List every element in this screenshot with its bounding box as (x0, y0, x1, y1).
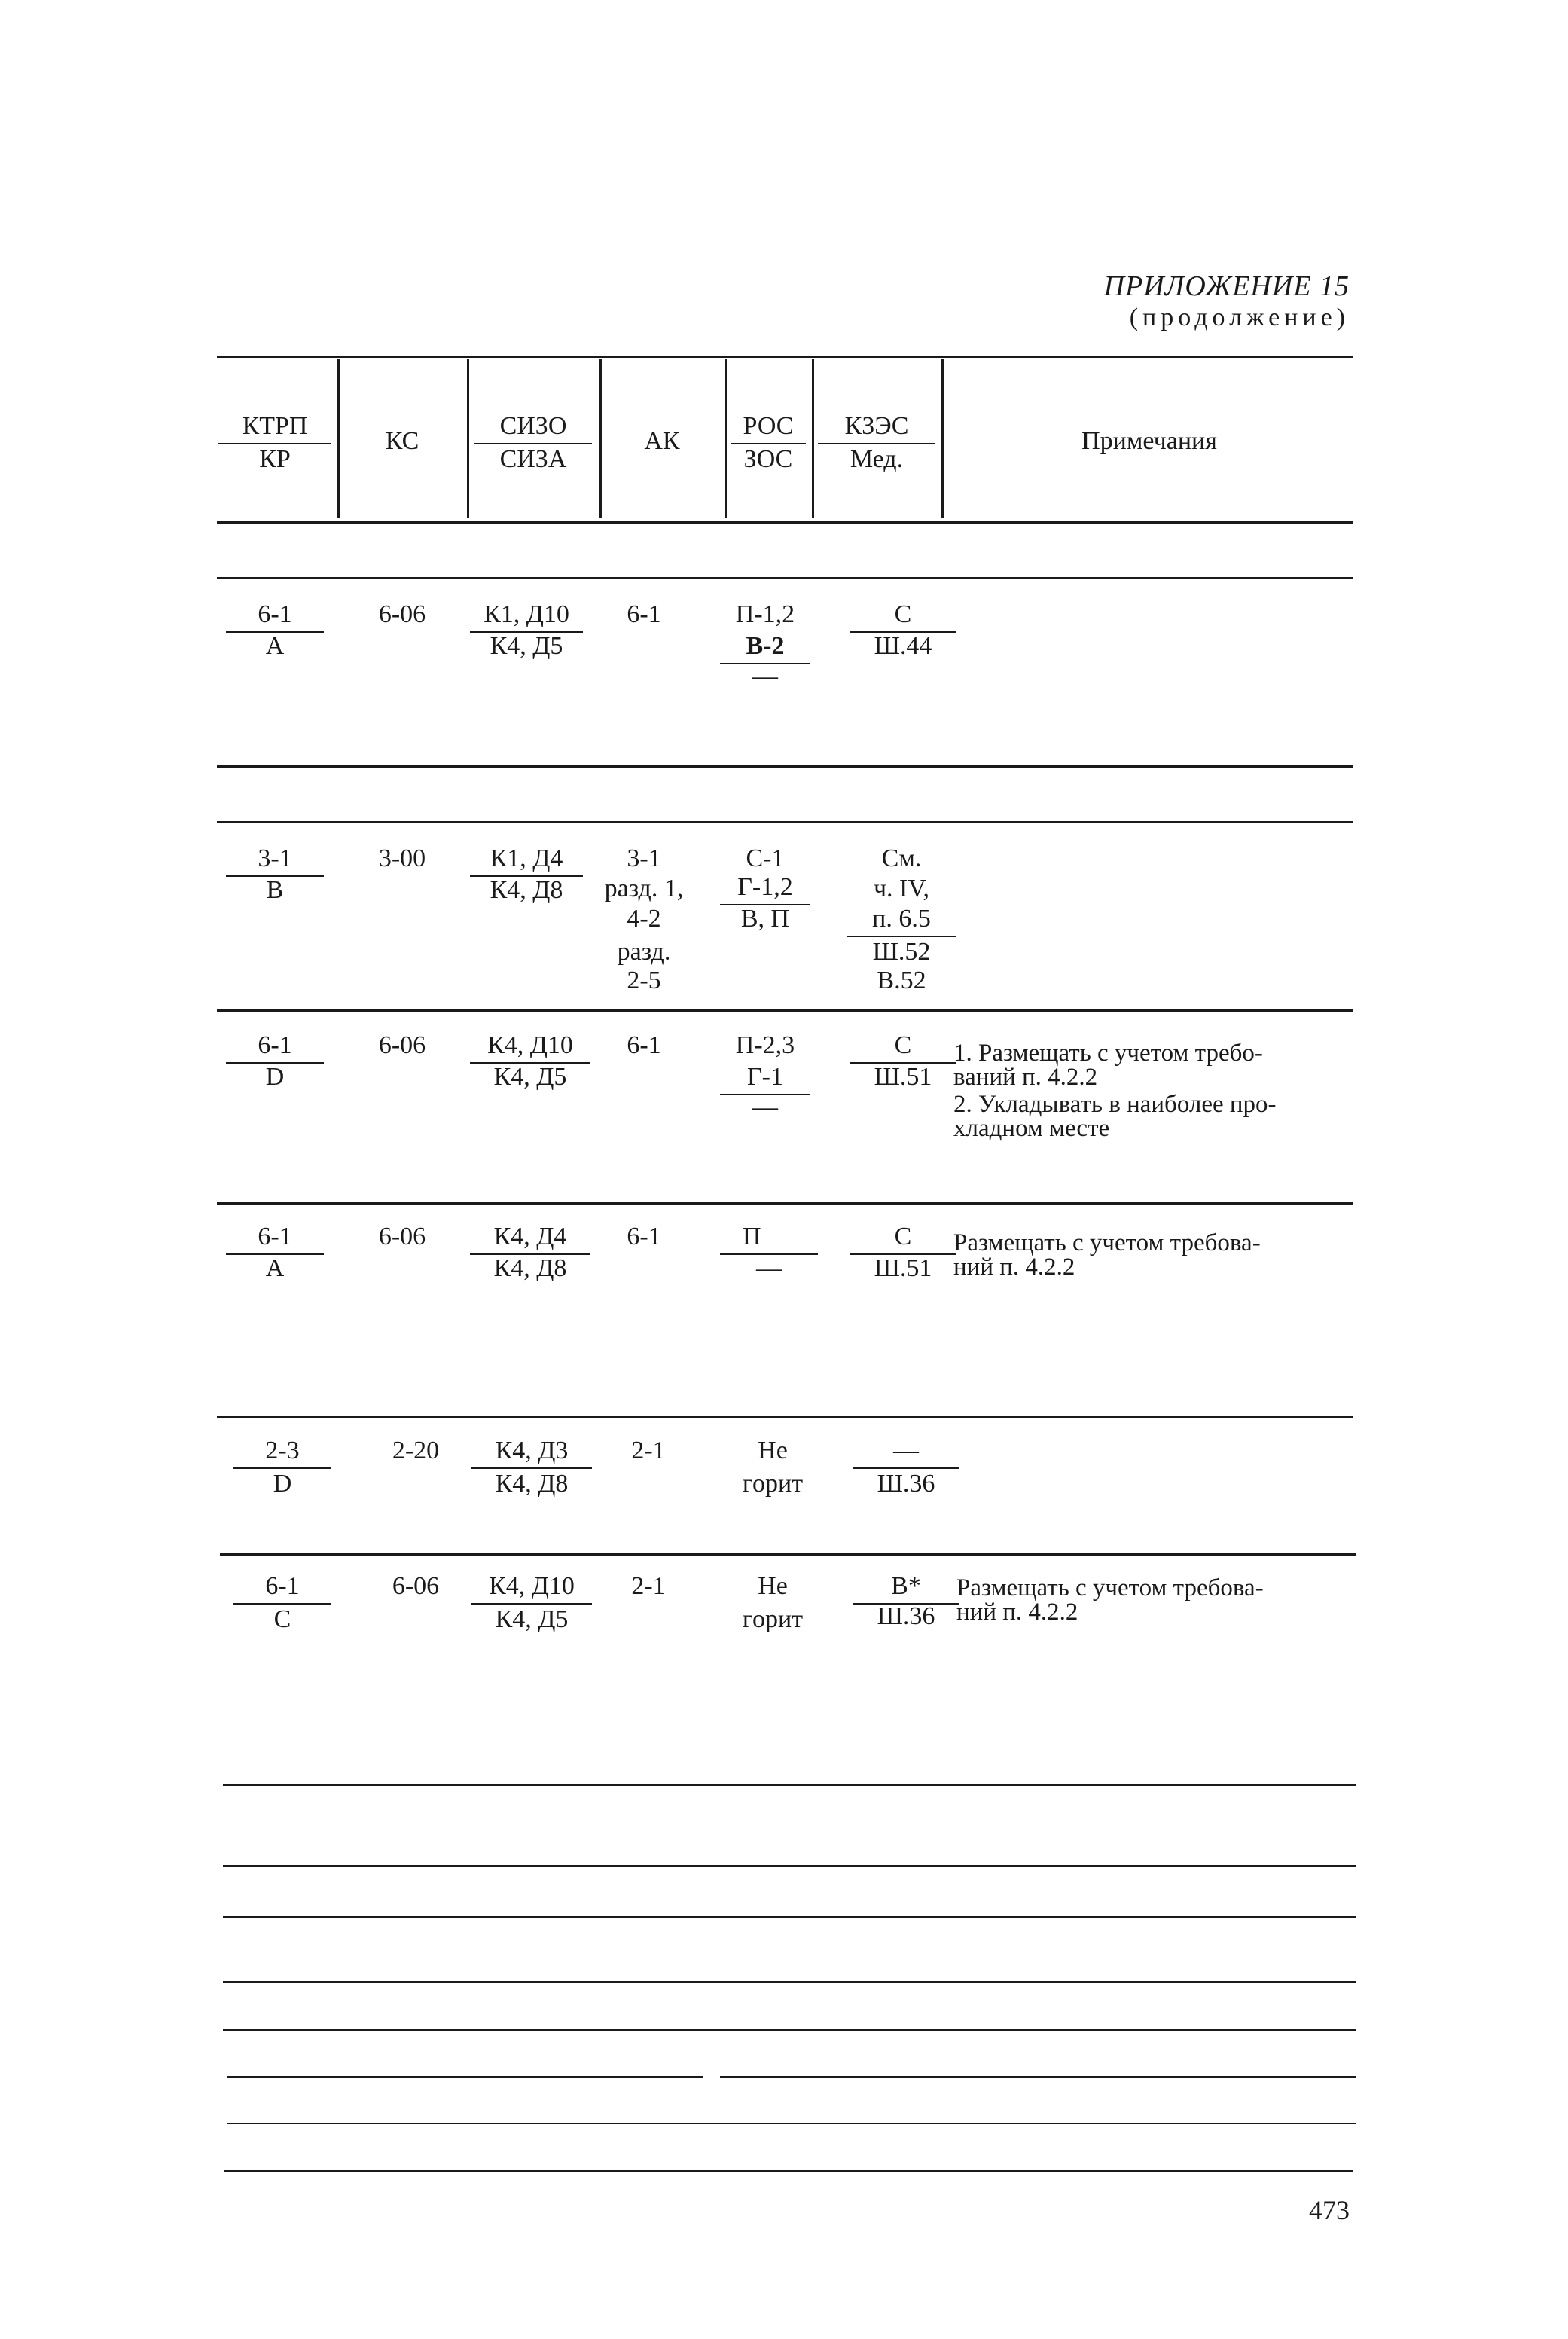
cell-sizo: К4, Д10 (470, 1031, 590, 1064)
header-ros: РОС (731, 411, 806, 444)
column-divider (725, 359, 727, 518)
cell-siza: К4, Д8 (495, 1470, 569, 1498)
cell-kzes: С (850, 600, 956, 633)
cell-ak: разд. 1, (604, 875, 684, 902)
cell-kzes: В* (853, 1571, 959, 1605)
cell-note: 1. Размещать с учетом требо- (953, 1040, 1263, 1067)
cell-note: ний п. 4.2.2 (956, 1599, 1078, 1626)
cell-ros: горит (742, 1605, 804, 1633)
cell-zos: — (752, 662, 778, 690)
cell-med: В.52 (877, 966, 926, 994)
cell-kzes: — (853, 1436, 959, 1469)
row-rule (220, 1553, 1356, 1556)
cell-kzes: п. 6.5 (847, 904, 956, 937)
row-rule (217, 1416, 1353, 1418)
cell-ks: 6-06 (378, 1031, 426, 1059)
cell-ros: горит (742, 1470, 804, 1498)
header-sizo: СИЗО (474, 411, 592, 444)
header-siza: СИЗА (499, 445, 567, 473)
cell-siza: К4, Д5 (490, 632, 563, 660)
column-divider (337, 359, 340, 518)
cell-zos: — (752, 1093, 778, 1121)
cell-sizo: К1, Д4 (470, 844, 583, 877)
cell-siza: К4, Д8 (490, 876, 563, 904)
cell-ktrp: 2-3 (233, 1436, 331, 1469)
cell-siza: К4, Д5 (493, 1063, 567, 1091)
cell-ks: 6-06 (392, 1572, 440, 1600)
cell-kzes: С (850, 1031, 956, 1064)
cell-siza: К4, Д8 (493, 1254, 567, 1282)
cell-kr: В (266, 876, 284, 904)
cell-med: Ш.51 (874, 1063, 932, 1091)
cell-kzes: См. (881, 844, 922, 872)
cell-ros: П-1,2 (735, 600, 795, 628)
cell-med: Ш.52 (872, 938, 931, 966)
cell-note: ваний п. 4.2.2 (953, 1064, 1098, 1091)
cell-note: Размещать с учетом требова- (953, 1229, 1261, 1257)
cell-kr: С (273, 1605, 291, 1633)
cell-ak: 2-1 (631, 1572, 666, 1600)
header-notes: Примечания (1081, 427, 1217, 455)
cell-ak: 6-1 (627, 1223, 661, 1250)
empty-row-rule (223, 1784, 1356, 1786)
cell-ak: 2-1 (631, 1437, 666, 1464)
cell-ros: Г-1,2 (720, 872, 810, 905)
cell-ak: 6-1 (627, 1031, 661, 1059)
empty-row-rule (720, 2076, 1356, 2078)
header-zos: ЗОС (743, 445, 793, 473)
cell-ks: 6-06 (378, 600, 426, 628)
cell-kr: D (273, 1470, 292, 1498)
cell-ros: П (720, 1222, 818, 1255)
cell-sizo: К1, Д10 (470, 600, 583, 633)
cell-ros: Не (758, 1437, 788, 1464)
cell-ros: С-1 (746, 844, 785, 872)
cell-siza: К4, Д5 (495, 1605, 569, 1633)
cell-med: Ш.51 (874, 1254, 932, 1282)
appendix-title: ПРИЛОЖЕНИЕ 15 (1103, 270, 1350, 302)
header-med: Мед. (850, 445, 904, 473)
cell-ak: 4-2 (627, 905, 661, 933)
header-ak: АК (644, 427, 680, 455)
cell-med: Ш.36 (877, 1602, 935, 1630)
row-rule (217, 821, 1353, 823)
cell-kzes: ч. IV, (873, 875, 930, 902)
column-divider (941, 359, 944, 518)
header-kzes: КЗЭС (818, 411, 935, 444)
cell-ros: Не (758, 1572, 788, 1600)
cell-kr: А (265, 1254, 285, 1282)
cell-note: хладном месте (953, 1115, 1110, 1142)
cell-ros: В-2 (720, 631, 810, 664)
page-number: 473 (1309, 2195, 1350, 2225)
cell-ak: 3-1 (627, 844, 661, 872)
table-top-rule (217, 356, 1353, 358)
cell-med: Ш.44 (874, 632, 932, 660)
cell-note: Размещать с учетом требова- (956, 1574, 1264, 1602)
row-rule (217, 1009, 1353, 1012)
cell-ktrp: 3-1 (226, 844, 324, 877)
empty-row-rule (223, 2029, 1356, 2031)
table-header-bottom-rule (217, 521, 1353, 524)
cell-note: ний п. 4.2.2 (953, 1253, 1075, 1281)
cell-ak: 2-5 (627, 966, 661, 994)
cell-sizo: К4, Д3 (471, 1436, 592, 1469)
empty-row-rule (223, 1865, 1356, 1867)
cell-kr: А (265, 632, 285, 660)
empty-row-rule (227, 2123, 1356, 2124)
cell-ks: 2-20 (392, 1437, 440, 1464)
empty-row-rule (227, 2076, 703, 2078)
cell-ros: П-2,3 (735, 1031, 795, 1059)
cell-kr: D (265, 1063, 285, 1091)
table-bottom-rule (224, 2170, 1353, 2172)
cell-ktrp: 6-1 (226, 600, 324, 633)
cell-ks: 3-00 (378, 844, 426, 872)
header-kr: КР (259, 445, 291, 473)
column-divider (812, 359, 814, 518)
cell-ak: 6-1 (627, 600, 661, 628)
cell-ktrp: 6-1 (226, 1031, 324, 1064)
row-rule (217, 1202, 1353, 1205)
cell-sizo: К4, Д10 (471, 1571, 592, 1605)
cell-zos: В, П (740, 905, 790, 933)
row-rule (217, 577, 1353, 579)
cell-ak: разд. (617, 938, 671, 966)
column-divider (467, 359, 469, 518)
appendix-subtitle: (продолжение) (1129, 304, 1350, 331)
cell-ktrp: 6-1 (233, 1571, 331, 1605)
cell-ktrp: 6-1 (226, 1222, 324, 1255)
cell-ros: Г-1 (720, 1062, 810, 1095)
cell-med: Ш.36 (877, 1470, 935, 1498)
cell-kzes: С (850, 1222, 956, 1255)
cell-ks: 6-06 (378, 1223, 426, 1250)
empty-row-rule (223, 1981, 1356, 1983)
cell-zos: — (756, 1254, 782, 1282)
row-rule (217, 765, 1353, 768)
cell-sizo: К4, Д4 (470, 1222, 590, 1255)
empty-row-rule (223, 1916, 1356, 1918)
cell-note: 2. Укладывать в наиболее про- (953, 1091, 1277, 1118)
header-ktrp: КТРП (218, 411, 331, 444)
header-ks: КС (385, 427, 419, 455)
column-divider (599, 359, 602, 518)
